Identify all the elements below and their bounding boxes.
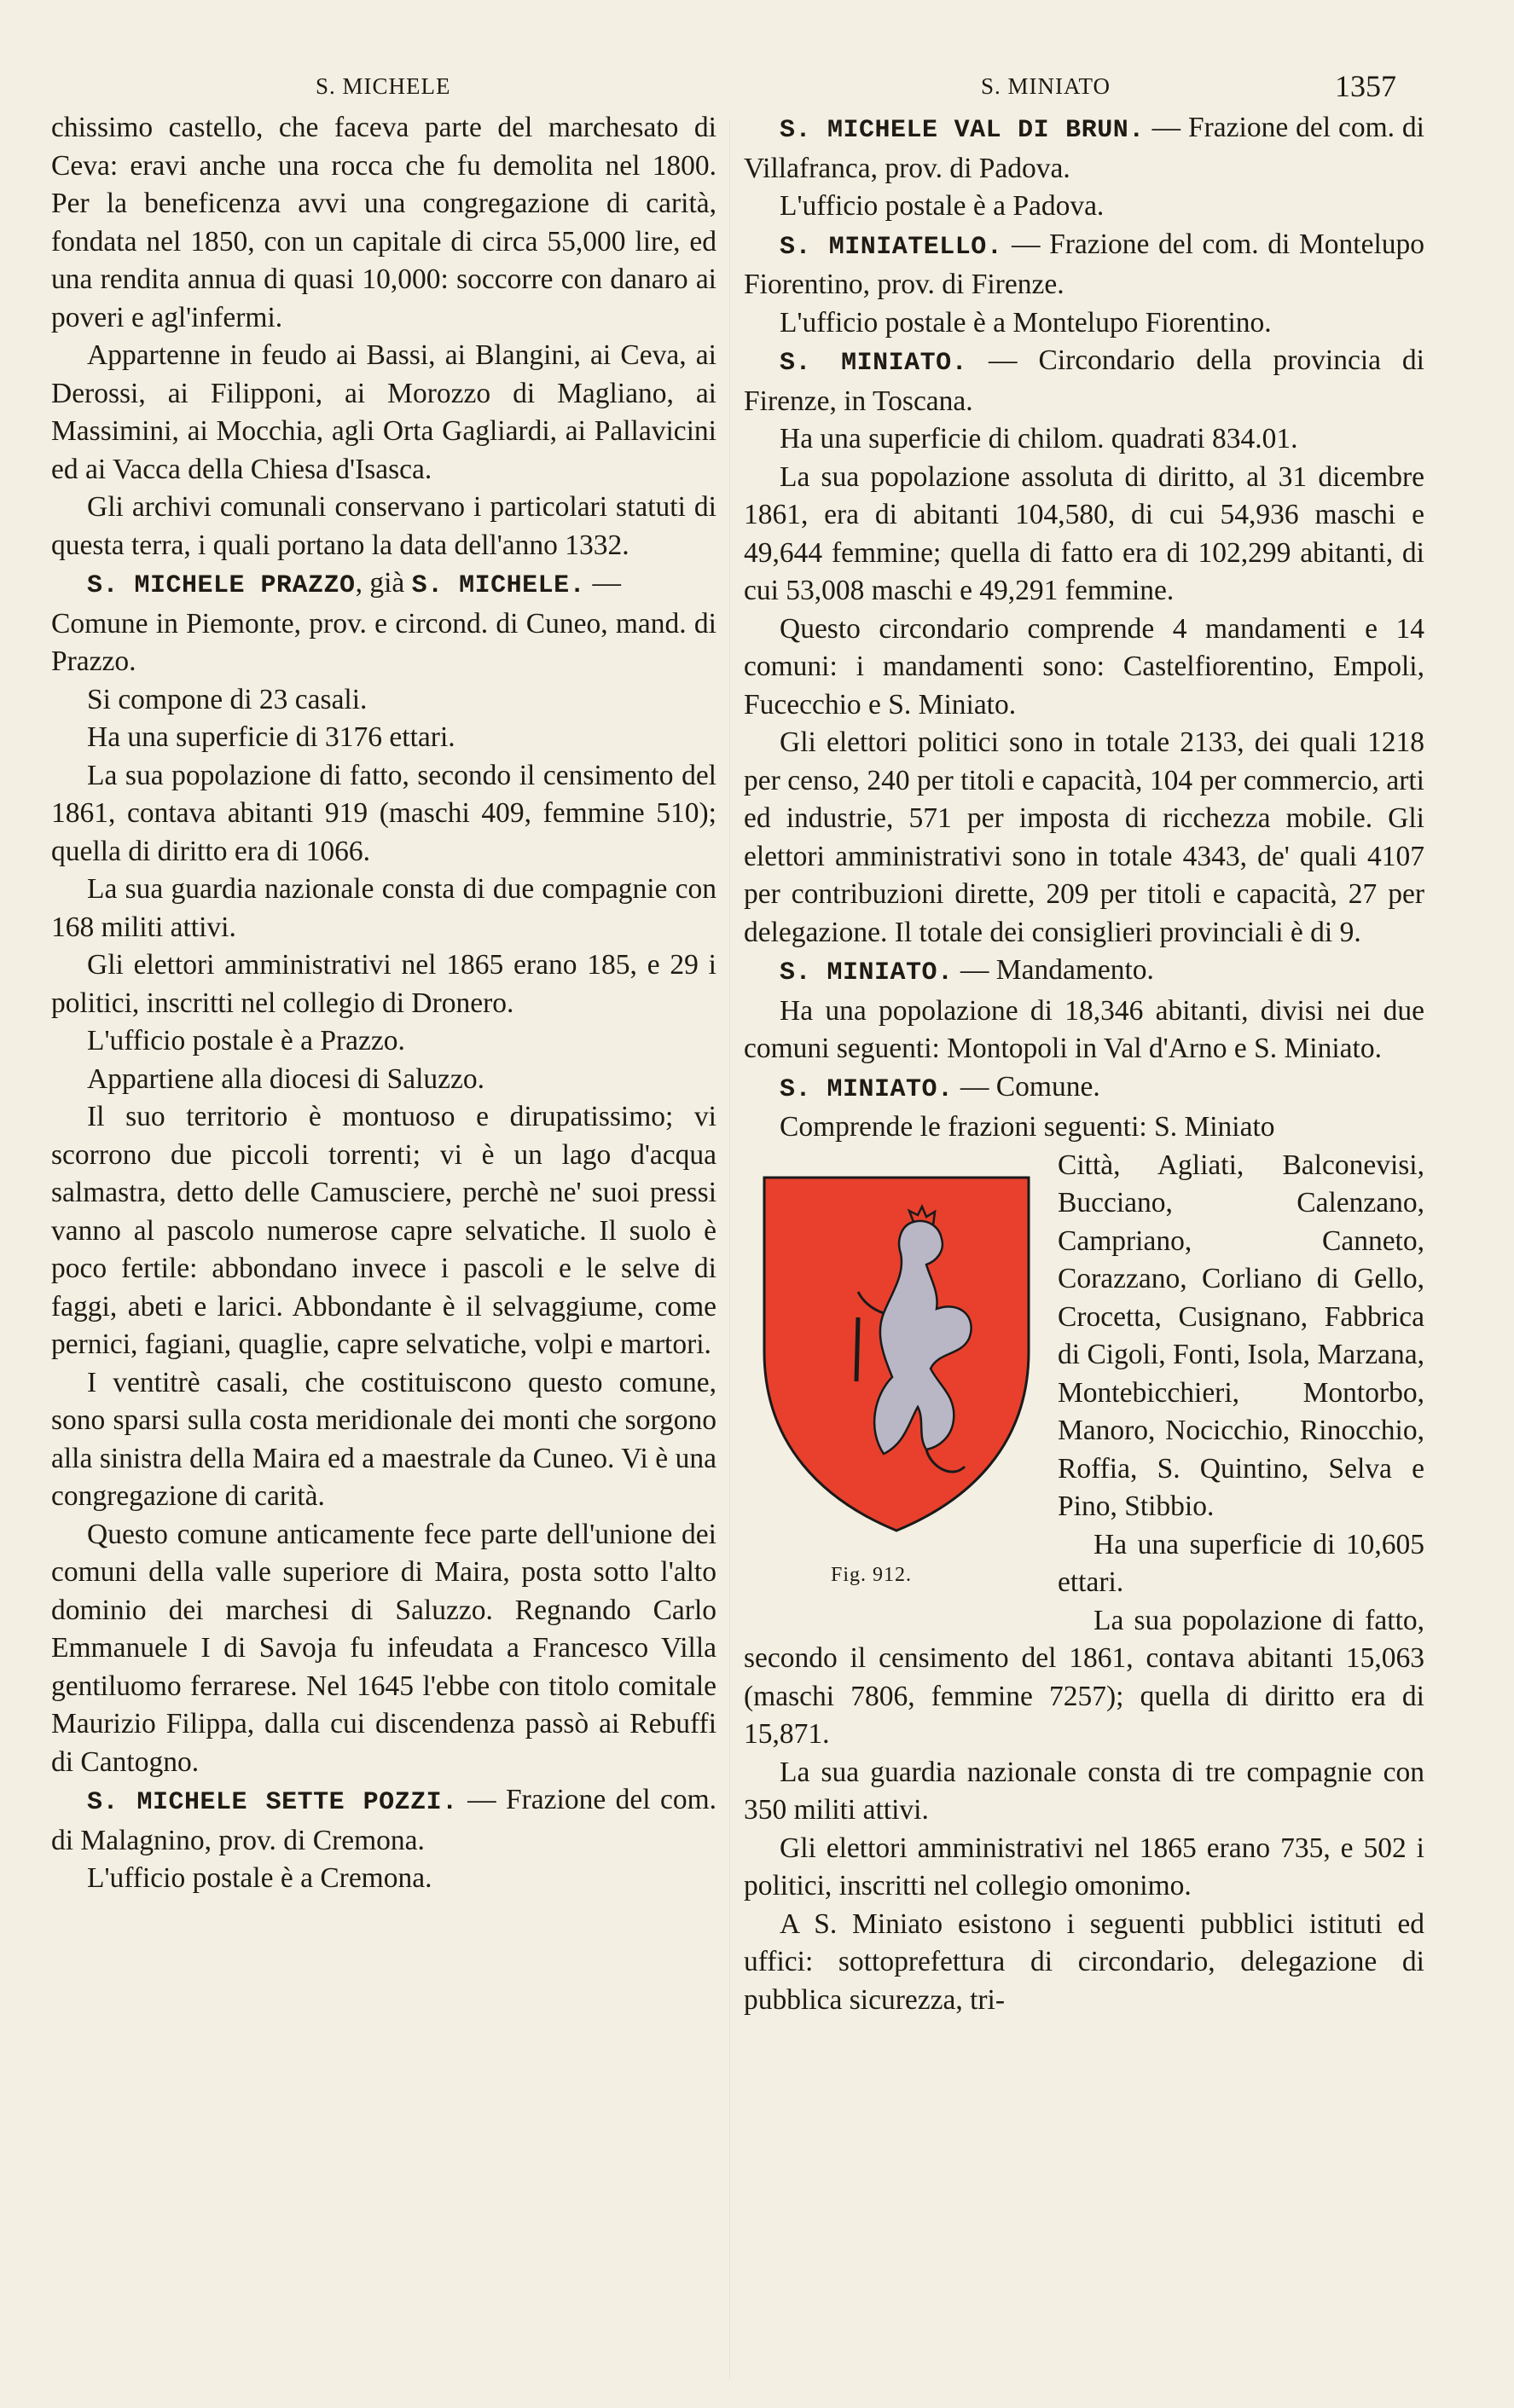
headword-connector: , già [355, 567, 412, 599]
paragraph: Comprende le frazioni seguenti: S. Miniato [780, 1111, 1275, 1143]
paragraph: La sua guardia nazionale consta di tre compagnie con 350 militi attivi. [744, 1756, 1424, 1826]
headword: S. MICHELE PRAZZO [87, 571, 356, 600]
entry-text: — Mandamento. [953, 954, 1154, 986]
paragraph: La sua popolazione di fatto, secondo il censimento del 1861, contava abitanti 15,063 (maschi 7806, femmine 7257); quella di diritto era di 15,871. [744, 1604, 1424, 1750]
paragraph: L'ufficio postale è a Padova. [780, 190, 1105, 222]
headword: S. MINIATO. [780, 958, 954, 987]
entry-sette-pozzi [51, 1781, 716, 1860]
paragraph: I ventitrè casali, che costituiscono questo comune, sono sparsi sulla costa meridionale dei monti che sorgono alla sinistra della Maira ed a maestrale da Cuneo. Vi è una congregazione di carità. [51, 1366, 716, 1512]
paragraph: Città, Agliati, Balconevisi, Bucciano, Calenzano, Campriano, Canneto, Corazzano, Corliano di Gello, Crocetta, Cusignano, Fabbrica di Cigoli, Fonti, Isola, Marzana, Montebicchieri, Montorbo, Manoro, Nocicchio, Rinocchio, Roffia, S. Quintino, Selva e Pino, Stibbio. [1058, 1149, 1424, 1522]
right-column [744, 109, 1424, 2019]
running-head-right: S. MINIATO [981, 73, 1111, 99]
column-gutter [729, 119, 730, 2379]
figure-caption: Fig. 912. [831, 1563, 913, 1586]
paragraph: Questo circondario comprende 4 mandamenti e 14 comuni: i mandamenti sono: Castelfiorentino, Empoli, Fucecchio e S. Miniato. [744, 612, 1424, 721]
paragraph: Comune in Piemonte, prov. e circond. di Cuneo, mand. di Prazzo. [51, 607, 716, 677]
entry-val-di-brun [744, 109, 1424, 188]
coat-of-arms-figure [737, 1147, 1046, 1624]
paragraph: La sua guardia nazionale consta di due compagnie con 168 militi attivi. [51, 873, 716, 943]
headword: S. MICHELE SETTE POZZI. [87, 1788, 458, 1817]
paragraph: Gli archivi comunali conservano i particolari statuti di questa terra, i quali portano la data dell'anno 1332. [51, 491, 716, 561]
paragraph: Ha una superficie di chilom. quadrati 834.01. [780, 423, 1298, 454]
paragraph: Ha una superficie di 3176 ettari. [87, 721, 455, 753]
entry-text: — Frazione del com. di Malagnino, prov. di Cremona. [51, 1784, 716, 1856]
entry-text: — Frazione del com. di Montelupo Fiorentino, prov. di Firenze. [744, 228, 1424, 300]
running-head-left: S. MICHELE [316, 73, 451, 99]
paragraph: chissimo castello, che faceva parte del marchesato di Ceva: eravi anche una rocca che fu demolita nel 1800. Per la beneficenza avvi una congregazione di carità, fondata nel 1850, con un capitale di circa 55,000 lire, ed una rendita annua di quasi 10,000: soccorre con danaro ai poveri e agl'infermi. [51, 112, 716, 333]
paragraph: Gli elettori politici sono in totale 2133, dei quali 1218 per censo, 240 per titoli e capacità, 104 per commercio, arti ed industrie, 571 per imposta di ricchezza mobile. Gli elettori amministrativi sono in totale 4343, de' quali 4107 per contribuzioni dirette, 209 per titoli e capacità, 27 per delegazione. Il totale dei consiglieri provinciali è di 9. [744, 726, 1424, 948]
paragraph: Gli elettori amministrativi nel 1865 erano 185, e 29 i politici, inscritti nel collegio di Dronero. [51, 949, 716, 1019]
headword: S. MICHELE VAL DI BRUN. [780, 116, 1145, 145]
paragraph: Ha una popolazione di 18,346 abitanti, divisi nei due comuni seguenti: Montopoli in Val d'Arno e S. Miniato. [744, 994, 1424, 1064]
paragraph: A S. Miniato esistono i seguenti pubblici istituti ed uffici: sottoprefettura di circondario, delegazione di pubblica sicurezza, tri- [744, 1907, 1424, 2016]
headword-dash: — [585, 567, 622, 599]
paragraph: L'ufficio postale è a Cremona. [87, 1862, 432, 1894]
entry-prazzo-head [51, 564, 716, 605]
page-number: 1357 [1335, 69, 1396, 103]
paragraph: Si compone di 23 casali. [87, 683, 368, 715]
paragraph: Il suo territorio è montuoso e dirupatissimo; vi scorrono due piccoli torrenti; vi è un lago d'acqua salmastra, detto delle Camusciere, perchè ne' suoi pressi vanno al pascolo numerose capre selvatiche. Il suolo è poco fertile: abbondano invece i pascoli e le selve di faggi, abeti e larici. Abbondante è il selvaggiume, come pernici, fagiani, quaglie, capre selvatiche, volpi e martori. [51, 1101, 716, 1360]
paragraph: L'ufficio postale è a Montelupo Fiorentino. [780, 306, 1272, 339]
headword: S. MINIATO. [780, 349, 968, 378]
paragraph: La sua popolazione di fatto, secondo il censimento del 1861, contava abitanti 919 (maschi 409, femmine 510); quella di diritto era di 1066. [51, 759, 716, 867]
entry-miniatello [744, 226, 1424, 304]
entry-mandamento [744, 952, 1424, 993]
paragraph: Questo comune anticamente fece parte dell'unione dei comuni della valle superiore di Maira, posta sotto l'alto dominio dei marchesi di Saluzzo. Regnando Carlo Emmanuele I di Savoja fu infeudata a Francesco Villa gentiluomo ferrarese. Nel 1645 l'ebbe con titolo comitale Maurizio Filippa, dalla cui discendenza passò ai Rebuffi di Cantogno. [51, 1518, 716, 1778]
entry-text: — Frazione del com. di Villafranca, prov. di Padova. [744, 112, 1424, 184]
paragraph: Ha una superficie di 10,605 ettari. [1058, 1528, 1424, 1598]
entry-circondario [744, 342, 1424, 420]
entry-comune [744, 1068, 1424, 1109]
coat-of-arms-image [756, 1172, 1037, 1539]
headword: S. MICHELE. [411, 571, 586, 600]
left-column [51, 109, 716, 1898]
entry-text: — Comune. [953, 1070, 1100, 1103]
entry-text: — Circondario della provincia di Firenze, in Toscana. [744, 344, 1424, 417]
paragraph: La sua popolazione assoluta di diritto, al 31 dicembre 1861, era di abitanti 104,580, di cui 54,936 maschi e 49,644 femmine; quella di fatto era di 102,299 abitanti, di cui 53,008 maschi e 49,291 femmine. [744, 460, 1424, 606]
paragraph: Gli elettori amministrativi nel 1865 erano 735, e 502 i politici, inscritti nel collegio omonimo. [744, 1832, 1424, 1902]
headword: S. MINIATO. [780, 1074, 954, 1104]
paragraph: Appartenne in feudo ai Bassi, ai Blangini, ai Ceva, ai Derossi, ai Filipponi, ai Morozzo di Magliano, ai Massimini, ai Mocchia, agli Orta Gagliardi, ai Pallavicini ed ai Vacca della Chiesa d'Isasca. [51, 339, 716, 485]
headword: S. MINIATELLO. [780, 232, 1003, 262]
paragraph: Appartiene alla diocesi di Saluzzo. [87, 1062, 485, 1095]
paragraph: L'ufficio postale è a Prazzo. [87, 1025, 405, 1056]
